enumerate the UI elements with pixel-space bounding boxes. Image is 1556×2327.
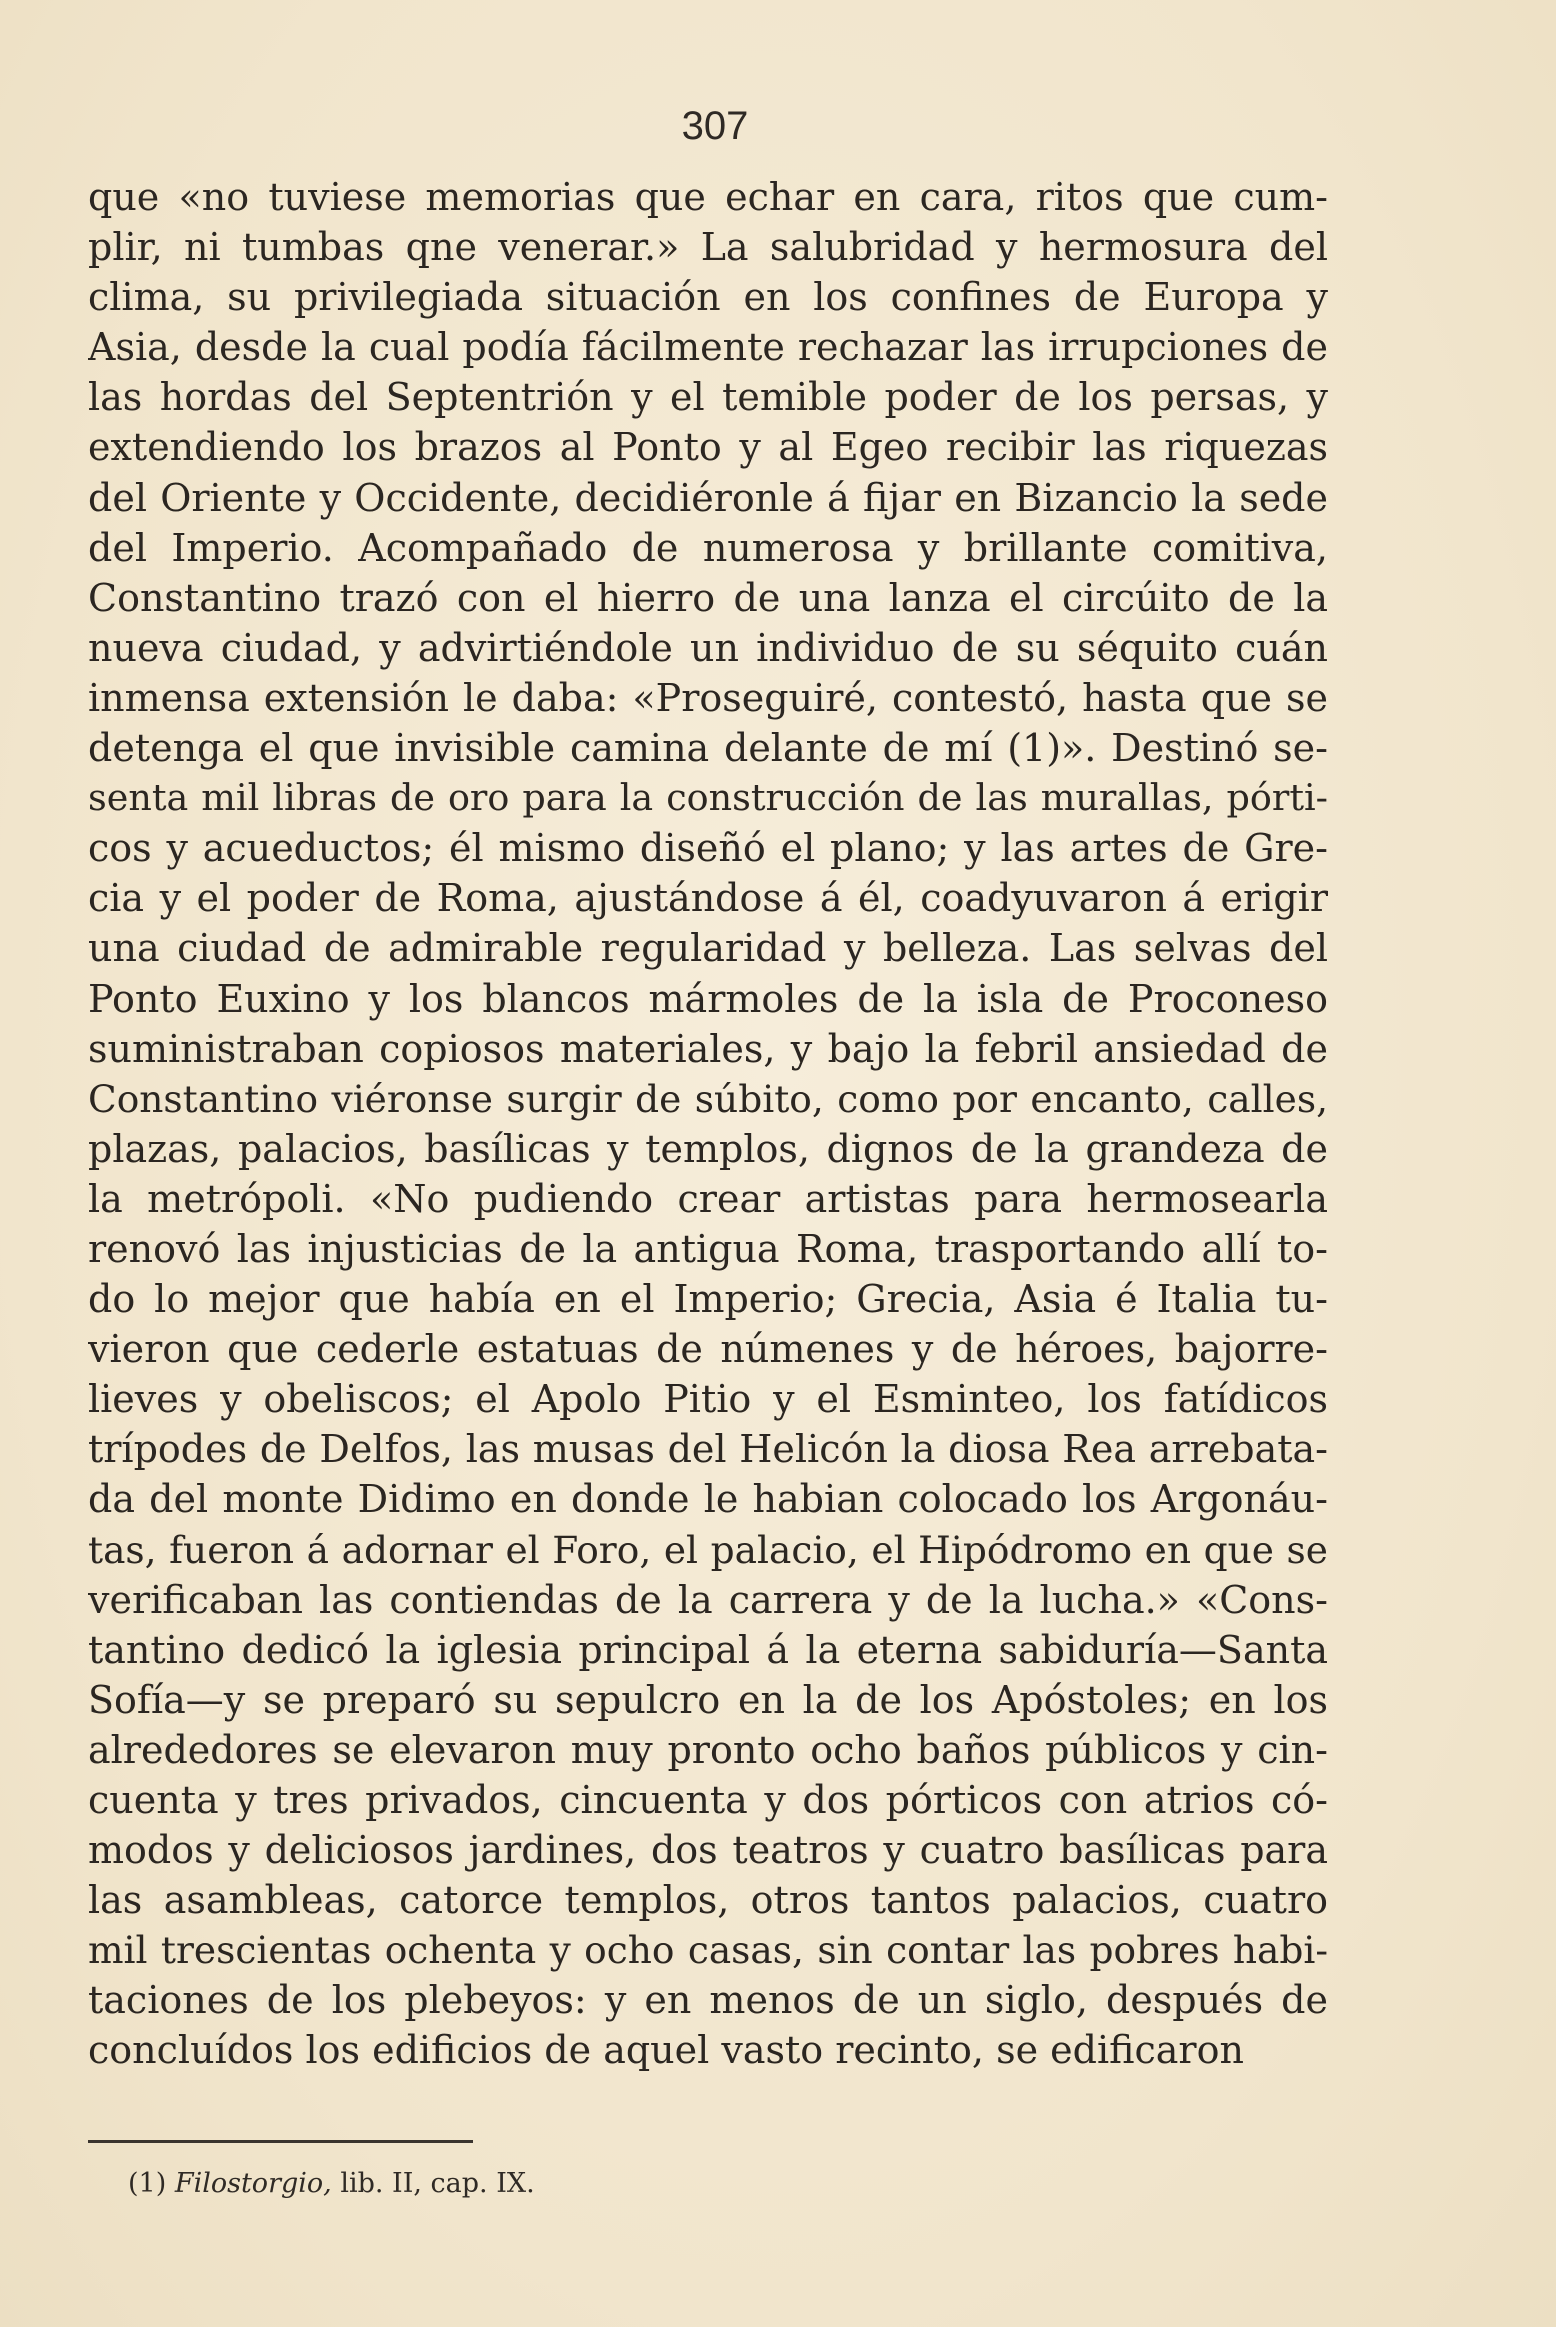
text-line: cia y el poder de Roma, ajustándose á él, coadyuvaron á erigir: [88, 876, 1328, 921]
text-line: da del monte Didimo en donde le habian colocado los Argonáu-: [88, 1477, 1328, 1522]
text-line: la metrópoli. «No pudiendo crear artistas para hermosearla: [88, 1176, 1328, 1221]
text-line: nueva ciudad, y advirtiéndole un individuo de su séquito cuán: [88, 625, 1328, 670]
footnote: [128, 2167, 535, 2201]
text-line: tantino dedicó la iglesia principal á la eterna sabiduría—Santa: [88, 1627, 1328, 1672]
text-line: una ciudad de admirable regularidad y belleza. Las selvas del: [88, 926, 1328, 971]
text-line: del Imperio. Acompañado de numerosa y brillante comitiva,: [88, 525, 1328, 570]
text-line: verificaban las contiendas de la carrera y de la lucha.» «Cons-: [88, 1577, 1328, 1622]
text-line: extendiendo los brazos al Ponto y al Egeo recibir las riquezas: [88, 425, 1328, 470]
body-text: [88, 172, 1328, 2076]
text-line: tas, fueron á adornar el Foro, el palacio, el Hipódromo en que se: [88, 1527, 1328, 1572]
text-line: taciones de los plebeyos: y en menos de un siglo, después de: [88, 1978, 1328, 2023]
text-line: detenga el que invisible camina delante de mí (1)». Destinó se-: [88, 726, 1328, 771]
text-line: concluídos los edificios de aquel vasto recinto, se edificaron: [88, 2028, 1244, 2073]
text-line: lieves y obeliscos; el Apolo Pitio y el Esminteo, los fatídicos: [88, 1377, 1328, 1422]
text-line: Constantino viéronse surgir de súbito, como por encanto, calles,: [88, 1076, 1328, 1121]
text-line: vieron que cederle estatuas de númenes y de héroes, bajorre-: [88, 1327, 1328, 1372]
footnote-marker: (1): [128, 2168, 167, 2199]
footnote-divider: [88, 2140, 473, 2143]
footnote-author: Filostorgio,: [174, 2168, 332, 2199]
text-line: senta mil libras de oro para la construcción de las murallas, pórti-: [88, 776, 1328, 820]
text-line: clima, su privilegiada situación en los confines de Europa y: [88, 275, 1328, 320]
text-line: do lo mejor que había en el Imperio; Grecia, Asia é Italia tu-: [88, 1277, 1328, 1322]
text-line: que «no tuviese memorias que echar en cara, ritos que cum-: [88, 175, 1328, 219]
page-number: 307: [681, 104, 749, 148]
footnote-reference: lib. II, cap. IX.: [340, 2168, 535, 2199]
text-line: alrededores se elevaron muy pronto ocho baños públicos y cin-: [88, 1727, 1328, 1772]
text-line: cuenta y tres privados, cincuenta y dos pórticos con atrios có-: [88, 1778, 1328, 1822]
text-line: Sofía—y se preparó su sepulcro en la de los Apóstoles; en los: [88, 1677, 1328, 1722]
text-line: Constantino trazó con el hierro de una lanza el circúito de la: [88, 575, 1328, 620]
text-line: mil trescientas ochenta y ocho casas, sin contar las pobres habi-: [88, 1928, 1328, 1973]
text-line: trípodes de Delfos, las musas del Helicón la diosa Rea arrebata-: [88, 1427, 1328, 1472]
text-line: Ponto Euxino y los blancos mármoles de la isla de Proconeso: [88, 976, 1328, 1021]
text-line: Asia, desde la cual podía fácilmente rechazar las irrupciones de: [88, 325, 1328, 370]
text-line: plazas, palacios, basílicas y templos, dignos de la grandeza de: [88, 1126, 1328, 1171]
text-line: del Oriente y Occidente, decidiéronle á fijar en Bizancio la sede: [88, 475, 1328, 520]
text-line: las hordas del Septentrión y el temible poder de los persas, y: [88, 375, 1328, 420]
text-line: renovó las injusticias de la antigua Roma, trasportando allí to-: [88, 1226, 1328, 1271]
text-line: las asambleas, catorce templos, otros tantos palacios, cuatro: [88, 1878, 1328, 1923]
text-line: suministraban copiosos materiales, y bajo la febril ansiedad de: [88, 1026, 1328, 1071]
text-line: cos y acueductos; él mismo diseñó el plano; y las artes de Gre-: [88, 826, 1328, 871]
text-line: modos y deliciosos jardines, dos teatros y cuatro basílicas para: [88, 1828, 1328, 1873]
text-line: inmensa extensión le daba: «Proseguiré, contestó, hasta que se: [88, 675, 1328, 720]
text-line: plir, ni tumbas qne venerar.» La salubridad y hermosura del: [88, 225, 1328, 270]
